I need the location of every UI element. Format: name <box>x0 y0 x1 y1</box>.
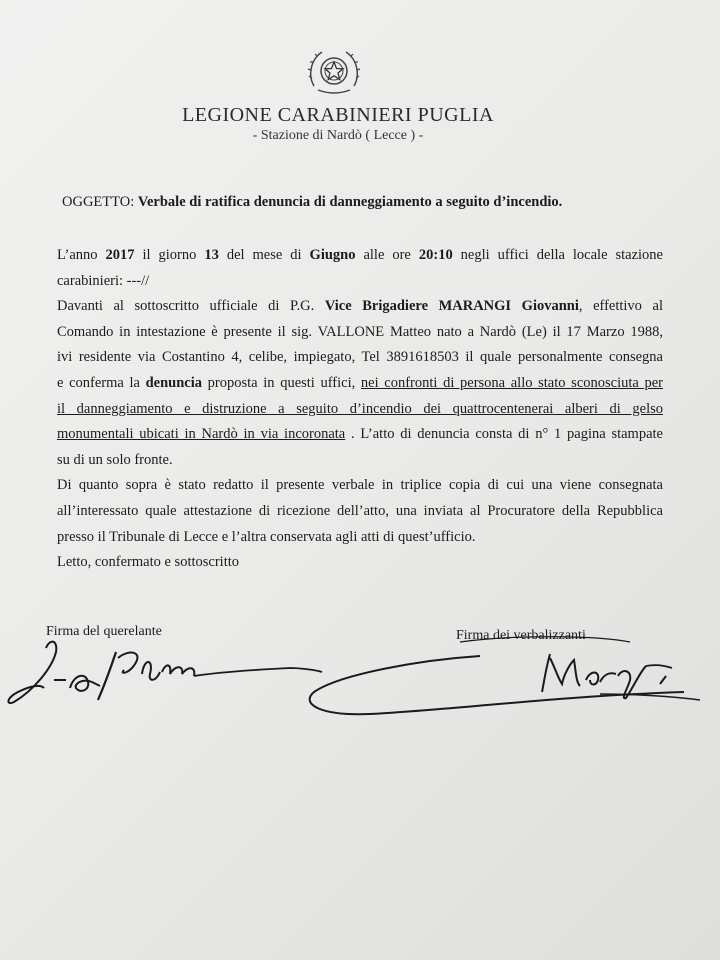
body-line <box>57 397 663 423</box>
body-line: su di un solo fronte. <box>57 451 173 468</box>
body-line <box>57 294 663 320</box>
text-run: il giorno <box>134 247 205 263</box>
underlined-text: il danneggiamento e distruzione a seguito d’incendio dei quattrocentenerai alberi di gelso <box>57 400 663 417</box>
subject-label: OGGETTO: <box>62 194 135 210</box>
month-value: Giugno <box>309 247 356 263</box>
text-run: . L’atto di denuncia consta di n° 1 pagina stampate <box>345 426 663 443</box>
body-line <box>57 371 663 397</box>
body-line: Comando in intestazione è presente il sig. VALLONE Matteo nato a Nardò (Le) il 17 Marzo 1988, <box>57 323 663 340</box>
body-line: carabinieri: ---// <box>57 272 150 289</box>
subject-text: Verbale di ratifica denuncia di danneggiamento a seguito d’incendio. <box>137 194 563 210</box>
text-run: negli uffici della locale stazione <box>452 247 663 263</box>
underlined-text: nei confronti di persona allo stato sconosciuta per <box>360 374 663 391</box>
closing-line: Letto, confermato e sottoscritto <box>57 554 240 571</box>
text-run: Davanti al sottoscritto ufficiale di P.G. <box>57 298 325 315</box>
text-run: e conferma la <box>57 374 146 391</box>
station-name: - Stazione di Nardò ( Lecce ) - <box>252 128 424 143</box>
body-line <box>57 243 663 269</box>
body-line: all’interessato quale attestazione di ricezione dell’atto, una inviata al Procuratore della Repubblica <box>57 502 663 519</box>
organization-name: LEGIONE CARABINIERI PUGLIA <box>182 104 494 126</box>
officer-name: Vice Brigadiere MARANGI Giovanni <box>324 298 579 315</box>
subject-line <box>62 194 562 211</box>
denuncia-keyword: denuncia <box>145 374 203 391</box>
complainant-signature <box>0 628 340 718</box>
officers-signature-label: Firma dei verbalizzanti <box>456 628 586 643</box>
text-run: alle ore <box>355 247 419 263</box>
text-run: del mese di <box>218 247 310 263</box>
text-run: proposta in questi uffici, <box>202 374 361 391</box>
time-value: 20:10 <box>418 247 453 263</box>
body-line: Di quanto sopra è stato redatto il presente verbale in triplice copia di cui una viene consegnata <box>57 477 663 494</box>
italian-republic-emblem-icon <box>304 44 364 100</box>
text-run: L’anno <box>57 247 106 263</box>
text-run: , effettivo al <box>578 298 663 315</box>
complainant-signature-label: Firma del querelante <box>46 624 162 639</box>
body-line <box>57 422 663 448</box>
day-value: 13 <box>204 247 219 263</box>
body-line: presso il Tribunale di Lecce e l’altra conservata agli atti di quest’ufficio. <box>57 528 476 545</box>
body-line: ivi residente via Costantino 4, celibe, impiegato, Tel 3891618503 il quale personalmente consegna <box>57 349 663 366</box>
year-value: 2017 <box>105 247 135 263</box>
officers-signature <box>300 630 710 730</box>
document-body <box>57 243 663 576</box>
underlined-text: monumentali ubicati in Nardò in via incoronata <box>57 426 346 443</box>
